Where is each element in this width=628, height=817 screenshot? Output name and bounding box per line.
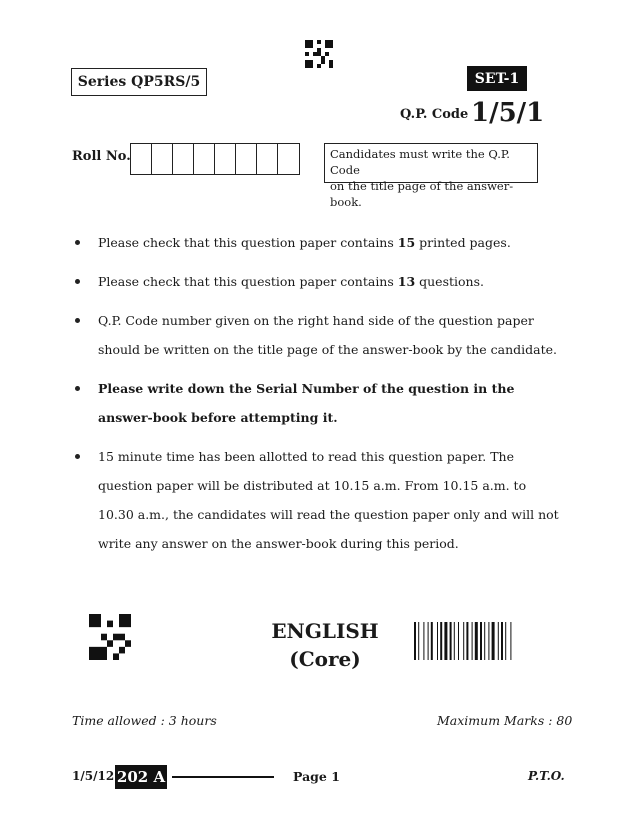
paper-code-box: 202 A [115,765,167,789]
barcode-bar [488,622,489,660]
barcode-bar [418,622,419,660]
candidates-note-line2: on the title page of the answer-book. [330,179,514,209]
instruction-item [72,267,562,296]
maximum-marks: Maximum Marks : 80 [437,713,573,728]
roll-number-box[interactable] [131,144,152,174]
instruction-text: 13 [397,274,416,289]
roll-number-box[interactable] [194,144,215,174]
roll-number-box[interactable] [278,144,299,174]
qr-code-bottom [89,614,131,660]
qr-code-top [305,40,333,68]
bullet-icon [75,240,80,245]
instruction-item [72,228,562,257]
barcode-bar [428,622,429,660]
instruction-text: 15 minute time has been allotted to read this question paper. The question paper will be distributed at 10.15 a.m. From 10.15 a.m. to 10.30 a.m., the candidates will read the question paper only and will not write any answer on the answer-book during this period. [98,449,559,551]
roll-number-boxes[interactable] [130,143,300,175]
roll-number-box[interactable] [215,144,236,174]
time-allowed: Time allowed : 3 hours [72,713,217,728]
instruction-text: questions. [415,274,484,289]
footer-rule [172,776,274,778]
roll-number-label: Roll No. [72,149,131,164]
barcode-bar [454,622,455,660]
roll-number-box[interactable] [173,144,194,174]
barcode-bar [423,622,424,660]
instruction-text: 15 [397,235,416,250]
set-badge: SET-1 [467,66,527,91]
barcode-bar [431,622,433,660]
barcode-bar [444,622,447,660]
bullet-icon [75,279,80,284]
qp-code-label: Q.P. Code [400,107,469,122]
series-label: Series QP5RS/5 [71,68,207,96]
qp-code-value: 1/5/1 [471,98,545,128]
roll-number-box[interactable] [152,144,173,174]
barcode [414,622,566,660]
pto-label: P.T.O. [528,769,565,783]
instruction-text: Please write down the Serial Number of the question in the answer-book before attempting it. [98,381,515,425]
barcode-bar [492,622,495,660]
barcode-bar [484,622,485,660]
subject-line1: ENGLISH [271,619,379,643]
candidates-note-box [324,143,538,209]
instruction-text: Q.P. Code number given on the right hand side of the question paper should be written on the title page of the answer-book by the candidate. [98,313,557,357]
barcode-bar [450,622,452,660]
barcode-bar [440,622,442,660]
instruction-text: Please check that this question paper contains [98,235,398,250]
barcode-bar [458,622,459,660]
barcode-bar [501,622,503,660]
subject-line2: (Core) [289,647,361,671]
barcode-bar [463,622,464,660]
paper-code-small: 1/5/12 [72,769,115,783]
instruction-item [72,374,562,432]
instruction-text: Please check that this question paper contains [98,274,398,289]
barcode-bar [414,622,416,660]
instruction-item [72,306,562,364]
candidates-note-line1: Candidates must write the Q.P. Code [330,147,510,177]
barcode-bar [475,622,478,660]
barcode-bar [437,622,438,660]
barcode-bar [466,622,468,660]
bullet-icon [75,318,80,323]
roll-number-box[interactable] [236,144,257,174]
barcode-bar [505,622,506,660]
bullet-icon [75,454,80,459]
barcode-bar [498,622,499,660]
instruction-item [72,442,562,558]
page-number: Page 1 [293,769,340,784]
instruction-text: printed pages. [415,235,511,250]
subject-title [250,617,400,673]
instructions-list [72,228,562,568]
barcode-bar [480,622,482,660]
bullet-icon [75,386,80,391]
barcode-bar [510,622,511,660]
roll-number-box[interactable] [257,144,278,174]
barcode-bar [472,622,473,660]
